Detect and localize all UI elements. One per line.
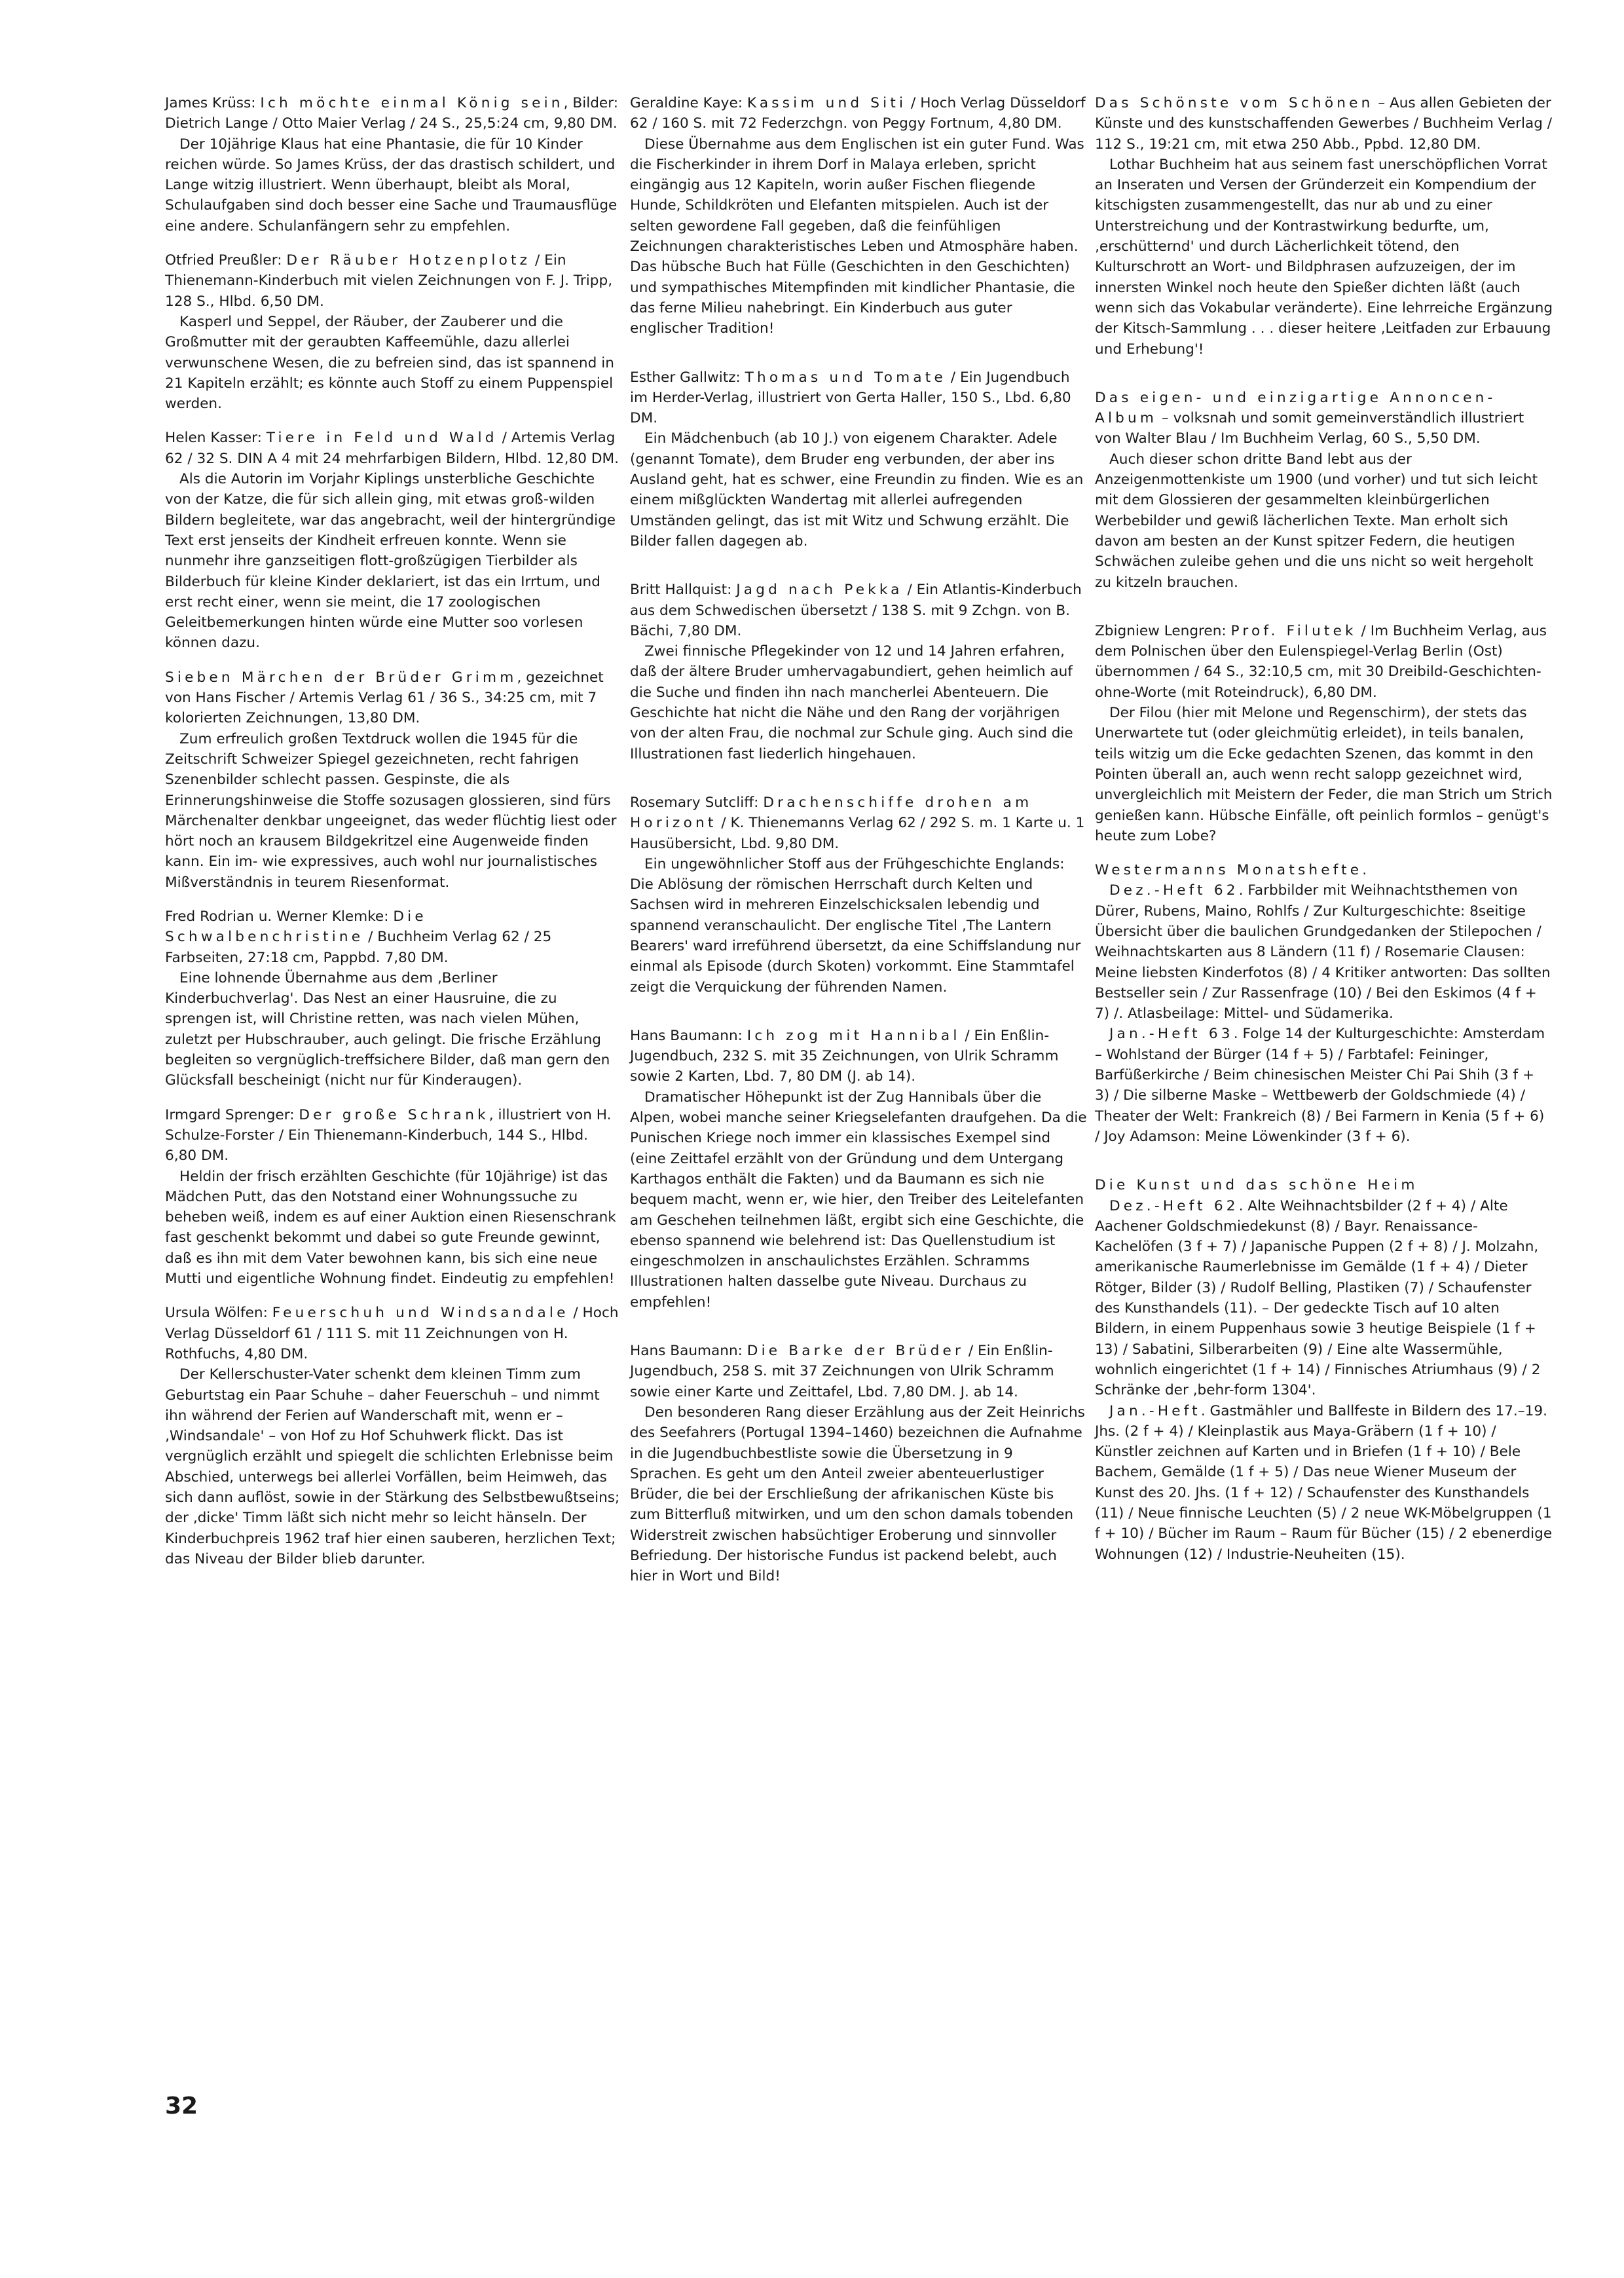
entry-heading bbox=[165, 428, 623, 469]
page-number: 32 bbox=[165, 2093, 198, 2119]
entry-heading bbox=[165, 1303, 623, 1364]
issue-label: Dez.-Heft 62 bbox=[1109, 1197, 1239, 1214]
review-entry bbox=[165, 428, 623, 653]
entry-body: Der 10jährige Klaus hat eine Phantasie, die für 10 Kinder reichen würde. So James Krüss, der das drastisch schildert, und Lange witzig illustriert. Wenn überhaupt, bleibt als Moral, Schulaufgaben sind doch besser eine Sache und Traumausflüge eine andere. Schulanfängern sehr zu empfehlen. bbox=[165, 136, 618, 234]
entry-publication: / Ein Atlantis-Kinderbuch aus dem Schwedischen übersetzt / 138 S. mit 9 Zchgn. von B. Bächi, 7,80 DM. bbox=[630, 582, 1082, 639]
issue-text: . Alte Weihnachtsbilder (2 f + 4) / Alte Aachener Goldschmiedekunst (8) / Bayr. Renaissance-Kachelöfen (3 f + 7) / Japanische Puppen (2 f + 8) / J. Molzahn, amerikanische Raumerlebnisse im Gemälde (1 f + 4) / Dieter Rötger, Bilder (3) / Rudolf Belling, Plastiken (7) / Schaufenster des Kunsthandels (11). – Der gedeckte Tisch auf 10 alten Bildern, in einem Puppenhaus sowie 3 heutige Beispiele (1 f + 13) / Sabatini, Silberarbeiten (9) / Eine alte Wassermühle, wohnlich eingerichtet (1 f + 14) / Finnisches Atriumhaus (9) / 2 Schränke der ‚behr-form 1304'. bbox=[1095, 1197, 1541, 1399]
entry-author: Irmgard Sprenger: bbox=[165, 1106, 299, 1123]
review-entry bbox=[165, 1303, 623, 1569]
entry-heading bbox=[630, 367, 1088, 429]
entry-heading bbox=[630, 1026, 1088, 1087]
entry-publication: / Ein Enßlin-Jugendbuch, 232 S. mit 35 Zeichnungen, von Ulrik Schramm sowie 2 Karten, Lbd. 7, 80 DM (J. ab 14). bbox=[630, 1027, 1059, 1085]
entry-publication: – volksnah und somit gemeinverständlich illustriert von Walter Blau / Im Buchheim Verlag, 60 S., 5,50 DM. bbox=[1095, 410, 1524, 447]
entry-title: Ich möchte einmal König sein bbox=[260, 95, 564, 111]
entry-title: Feuerschuh und Windsandale bbox=[272, 1305, 569, 1322]
entry-title: Kassim und Siti bbox=[747, 95, 907, 111]
review-entry bbox=[630, 1026, 1088, 1313]
entry-publication: / Ein Enßlin-Jugendbuch, 258 S. mit 37 Zeichnungen von Ulrik Schramm sowie einer Karte und Zeittafel, Lbd. 7,80 DM. J. ab 14. bbox=[630, 1343, 1054, 1400]
entry-publication: / Ein Jugendbuch im Herder-Verlag, illustriert von Gerta Haller, 150 S., Lbd. 6,80 DM. bbox=[630, 369, 1071, 427]
entry-author: Otfried Preußler: bbox=[165, 252, 287, 269]
entry-title: Die Kunst und das schöne Heim bbox=[1095, 1177, 1418, 1194]
review-entry bbox=[1095, 388, 1553, 593]
entry-heading bbox=[630, 1341, 1088, 1402]
issue-label: Dez.-Heft 62 bbox=[1109, 882, 1239, 899]
issue-text: . Folge 14 der Kulturgeschichte: Amsterdam – Wohlstand der Bürger (14 f + 5) / Farbtafel: Feininger, Barfüßerkirche / Beim chinesischen Meister Chi Pai Shih (3 f + 3) / Die silberne Maske – Wettbewerb der Goldschmiede (4) / Theater der Welt: Frankreich (8) / Bei Farmern in Kenia (5 f + 6) / Joy Adamson: Meine Löwenkinder (3 f + 6). bbox=[1095, 1026, 1545, 1145]
entry-title: Die Schwalbenchristine bbox=[165, 908, 427, 946]
entry-author: Britt Hallquist: bbox=[630, 582, 737, 599]
column-middle bbox=[630, 93, 1088, 1601]
entry-body: Als die Autorin im Vorjahr Kiplings unsterbliche Geschichte von der Katze, die für sich allein ging, mit etwas groß-wilden Bildern begleitete, war das angebracht, weil der hintergründige Text erst jenseits der Kindheit erfreuen konnte. Wenn sie nunmehr ihre ganzseitigen flott-großzügigen Tierbilder als Bilderbuch für kleine Kinder deklariert, ist das ein Irrtum, und erst recht einer, wenn sie meint, die 17 zoologischen Geleitbemerkungen hinten würde eine Mutter soo vorlesen können dazu. bbox=[165, 471, 616, 652]
entry-heading bbox=[165, 906, 623, 968]
entry-publication: / K. Thienemanns Verlag 62 / 292 S. m. 1 Karte u. 1 Hausübersicht, Lbd. 9,80 DM. bbox=[630, 815, 1085, 852]
entry-body: Diese Übernahme aus dem Englischen ist ein guter Fund. Was die Fischerkinder in ihrem Dorf in Malaya erleben, spricht eingängig aus 12 Kapiteln, worin außer Fischen fliegende Hunde, Schildkröten und Elefanten mitspielen. Auch ist der selten gewordene Fall gegeben, daß die feinfühligen Zeichnungen charakteristisches Leben und Atmosphäre haben. Das hübsche Buch hat Fülle (Geschichten in den Geschichten) und sympathisches Mitempfinden mit kindlicher Phantasie, die das ferne Milieu nahebringt. Ein Kinderbuch aus guter englischer Tradition! bbox=[630, 136, 1084, 337]
issue-contents bbox=[1095, 1196, 1553, 1401]
entry-publication: / Im Buchheim Verlag, aus dem Polnischen über den Eulenspiegel-Verlag Berlin (Ost) übernommen / 64 S., 32:10,5 cm, mit 30 Dreibild-Geschichten-ohne-Worte (mit Roteindruck), 6,80 DM. bbox=[1095, 622, 1547, 701]
entry-title: Sieben Märchen der Brüder Grimm bbox=[165, 669, 517, 686]
entry-body: Heldin der frisch erzählten Geschichte (für 10jährige) ist das Mädchen Putt, das den Notstand einer Wohnungssuche zu beheben weiß, indem es auf einer Auktion einen Riesenschrank fast geschenkt bekommt und dabei so gute Freunde gewinnt, daß es ihn mit dem Vater bewohnen kann, bis sich eine neue Mutti und eigentliche Wohnung findet. Eindeutig zu empfehlen! bbox=[165, 1168, 616, 1288]
review-entry bbox=[165, 93, 623, 236]
review-entry bbox=[630, 1341, 1088, 1587]
column-left bbox=[165, 93, 623, 1583]
issue-contents bbox=[1095, 1401, 1553, 1565]
entry-title: Thomas und Tomate bbox=[745, 369, 946, 386]
entry-publication: , illustriert von H. Schulze-Forster / Ein Thienemann-Kinderbuch, 144 S., Hlbd. 6,80 DM. bbox=[165, 1106, 612, 1165]
entry-heading bbox=[165, 93, 623, 134]
entry-body: Der Filou (hier mit Melone und Regenschirm), der stets das Unerwartete tut (oder gleichmütig erleidet), in teils banalen, teils witzig um die Ecke gedachten Szenen, das kommt in den Pointen überall an, auch wenn recht salopp gezeichnet wird, unvergleichlich mit Meistern der Feder, die man Strich um Strich genießen kann. Hübsche Einfälle, oft peinlich formlos – genügt's heute zum Lobe? bbox=[1095, 705, 1553, 844]
entry-publication: . bbox=[1362, 862, 1367, 879]
entry-heading bbox=[630, 580, 1088, 641]
review-entry bbox=[1095, 621, 1553, 846]
review-entry bbox=[1095, 860, 1553, 1147]
entry-heading bbox=[630, 93, 1088, 134]
entry-title: Der große Schrank bbox=[299, 1106, 489, 1123]
entry-body: Ein Mädchenbuch (ab 10 J.) von eigenem Charakter. Adele (genannt Tomate), dem Bruder eng verbunden, der aber ins Ausland geht, hat es schwer, eine Freundin zu finden. Wie es an einem mißglückten Wandertag mit allerlei aufregenden Umständen gelingt, das ist mit Witz und Schwung erzählt. Die Bilder fallen dagegen ab. bbox=[630, 430, 1084, 550]
entry-publication: / Ein Thienemann-Kinderbuch mit vielen Zeichnungen von F. J. Tripp, 128 S., Hlbd. 6,50 DM. bbox=[165, 252, 613, 310]
issue-contents bbox=[1095, 880, 1553, 1024]
entry-author: Helen Kasser: bbox=[165, 430, 267, 447]
entry-body: Eine lohnende Übernahme aus dem ‚Berliner Kinderbuchverlag'. Das Nest an einer Hausruine, die zu sprengen ist, will Christine retten, was nach vielen Mühen, zuletzt per Hubschrauber, auch gelingt. Die frische Erzählung begleiten so vergnüglich-treffsichere Bilder, daß man gern den Glücksfall bescheinigt (nicht nur für Kinderaugen). bbox=[165, 969, 610, 1089]
review-entry bbox=[630, 367, 1088, 552]
review-entry bbox=[630, 793, 1088, 998]
entry-publication: / Artemis Verlag 62 / 32 S. DIN A 4 mit 24 mehrfarbigen Bildern, Hlbd. 12,80 DM. bbox=[165, 430, 619, 467]
issue-label: Jan.-Heft bbox=[1109, 1402, 1201, 1419]
entry-heading bbox=[165, 667, 623, 729]
entry-title: Tiere in Feld und Wald bbox=[266, 430, 498, 447]
entry-body: Den besonderen Rang dieser Erzählung aus der Zeit Heinrichs des Seefahrers (Portugal 1394–1460) bezeichnen die Aufnahme in die Jugendbuchbestliste sowie die Übersetzung in 9 Sprachen. Es geht um den Anteil zweier abenteuerlustiger Brüder, die bei der Erschließung der afrikanischen Küste bis zum Bitterfluß mitwirken, und um den schon damals tobenden Widerstreit zwischen habsüchtiger Eroberung und sinnvoller Befriedung. Der historische Fundus ist packend belebt, auch hier in Wort und Bild! bbox=[630, 1404, 1085, 1585]
entry-title: Ich zog mit Hannibal bbox=[747, 1027, 961, 1044]
entry-publication: / Hoch Verlag Düsseldorf 61 / 111 S. mit 11 Zeichnungen von H. Rothfuchs, 4,80 DM. bbox=[165, 1305, 619, 1362]
entry-body: Zum erfreulich großen Textdruck wollen die 1945 für die Zeitschrift Schweizer Spiegel gezeichneten, recht fahrigen Szenenbilder schlecht passen. Gespinste, die als Erinnerungshinweise die Stoffe sozusagen glossieren, sind fürs Märchenalter denkbar ungeeignet, das weder flüchtig liest oder hört noch an krausem Bildgekritzel eine Augenweide finden kann. Ein im- wie expressives, auch wohl nur journalistisches Mißverständnis in teurem Riesenformat. bbox=[165, 730, 617, 891]
review-entry bbox=[165, 667, 623, 893]
entry-publication: – Aus allen Gebieten der Künste und des kunstschaffenden Gewerbes / Buchheim Verlag / 112 S., 19:21 cm, mit etwa 250 Abb., Ppbd. 12,80 DM. bbox=[1095, 95, 1553, 153]
issue-contents bbox=[1095, 1024, 1553, 1147]
entry-author: James Krüss: bbox=[165, 95, 261, 111]
review-entry bbox=[165, 1105, 623, 1290]
entry-author: Esther Gallwitz: bbox=[630, 369, 745, 386]
entry-body: Kasperl und Seppel, der Räuber, der Zauberer und die Großmutter mit der geraubten Kaffeemühle, dazu allerlei verwunschene Wesen, die zu befreien sind, das ist spannend in 21 Kapiteln erzählt; es könnte auch Stoff zu einem Puppenspiel werden. bbox=[165, 313, 614, 413]
entry-publication: , gezeichnet von Hans Fischer / Artemis Verlag 61 / 36 S., 34:25 cm, mit 7 kolorierten Zeichnungen, 13,80 DM. bbox=[165, 669, 604, 727]
entry-title: Jagd nach Pekka bbox=[736, 582, 903, 599]
entry-body: Lothar Buchheim hat aus seinem fast unerschöpflichen Vorrat an Inseraten und Versen der Gründerzeit ein Kompendium der kitschigsten zusammengestellt, das nur ab und zu einer Unterstreichung und der Kontrastwirkung bedurfte, um, ‚erschütternd' und durch Lächerlichkeit tötend, den Kulturschrott an Wort- und Bildphrasen aufzuzeigen, der im innersten Winkel noch heute den Spießer dichten läßt (auch wenn sich das Vokabular veränderte). Eine lehrreiche Ergänzung der Kitsch-Sammlung . . . dieser heitere ‚Leitfaden zur Erbauung und Erhebung'! bbox=[1095, 156, 1553, 358]
entry-title: Das eigen- und einzigartige Annoncen-Album bbox=[1095, 389, 1496, 427]
entry-publication: , Bilder: Dietrich Lange / Otto Maier Verlag / 24 S., 25,5:24 cm, 9,80 DM. bbox=[165, 95, 618, 132]
entry-heading bbox=[1095, 388, 1553, 449]
review-entry bbox=[1095, 93, 1553, 360]
issue-label: Jan.-Heft 63 bbox=[1109, 1026, 1234, 1043]
entry-heading bbox=[630, 793, 1088, 854]
entry-heading bbox=[1095, 860, 1553, 880]
entry-heading bbox=[1095, 1175, 1553, 1195]
entry-heading bbox=[165, 250, 623, 312]
entry-title: Der Räuber Hotzenplotz bbox=[286, 252, 531, 269]
issue-text: . Farbbilder mit Weihnachtsthemen von Dürer, Rubens, Maino, Rohlfs / Zur Kulturgeschichte: 8seitige Übersicht über die baulichen Grundgedanken der Stilepochen / Weihnachtskarten aus 8 Ländern (11 f) / Rosemarie Clausen: Meine liebsten Kinderfotos (8) / 4 Kritiker antworten: Das sollten Bestseller sein / Zur Rassenfrage (10) / Bei den Eskimos (4 f + 7) /. Atlasbeilage: Mittel- und Südamerika. bbox=[1095, 882, 1551, 1022]
entry-author: Hans Baumann: bbox=[630, 1343, 747, 1360]
entry-title: Westermanns Monatshefte bbox=[1095, 862, 1363, 879]
entry-body: Ein ungewöhnlicher Stoff aus der Frühgeschichte Englands: Die Ablösung der römischen Herrschaft durch Kelten und Sachsen wird in mehreren Einzelschicksalen lebendig und spannend veranschaulicht. Der englische Titel ‚The Lantern Bearers' ward irreführend übersetzt, da eine Schiffslandung nur einmal als Episode (durch Skoten) vorkommt. Eine Stammtafel zeigt die Verquickung der führenden Namen. bbox=[630, 855, 1081, 996]
review-entry bbox=[165, 906, 623, 1091]
review-entry bbox=[165, 250, 623, 414]
entry-title: Prof. Filutek bbox=[1230, 622, 1357, 639]
review-entry bbox=[630, 93, 1088, 339]
entry-heading bbox=[165, 1105, 623, 1167]
entry-author: Ursula Wölfen: bbox=[165, 1305, 272, 1322]
entry-body: Auch dieser schon dritte Band lebt aus der Anzeigenmottenkiste um 1900 (und vorher) und tut sich leicht mit dem Glossieren der gesammelten kleinbürgerlichen Werbebilder und gewiß lächerlichen Texte. Man erholt sich davon am besten an der Kunst spitzer Federn, die heutigen Schwächen zuleibe gehen und die uns nicht so weit hergeholt zu kitzeln brauchen. bbox=[1095, 451, 1538, 591]
entry-title: Das Schönste vom Schönen bbox=[1095, 95, 1374, 111]
entry-author: Geraldine Kaye: bbox=[630, 95, 747, 111]
review-entry bbox=[630, 580, 1088, 764]
entry-body: Zwei finnische Pflegekinder von 12 und 14 Jahren erfahren, daß der ältere Bruder umhervagabundiert, gehen heimlich auf die Suche und finden ihn nach mancherlei Abenteuern. Die Geschichte hat nicht die Nähe und den Rang der vorjährigen von der alten Frau, die nochmal zur Schule ging. Auch sind die Illustrationen fast liederlich hingehauen. bbox=[630, 643, 1073, 762]
entry-author: Hans Baumann: bbox=[630, 1027, 747, 1044]
entry-heading bbox=[1095, 621, 1553, 703]
entry-publication: / Buchheim Verlag 62 / 25 Farbseiten, 27:18 cm, Pappbd. 7,80 DM. bbox=[165, 929, 552, 966]
entry-title: Drachenschiffe drohen am Horizont bbox=[630, 794, 1033, 832]
review-entry bbox=[1095, 1175, 1553, 1565]
entry-heading bbox=[1095, 93, 1553, 155]
entry-author: Fred Rodrian u. Werner Klemke: bbox=[165, 908, 394, 925]
entry-title: Die Barke der Brüder bbox=[747, 1343, 965, 1360]
entry-body: Dramatischer Höhepunkt ist der Zug Hannibals über die Alpen, wobei manche seiner Kriegselefanten draufgehen. Da die Punischen Kriege noch immer ein klassisches Exempel sind (eine Zeittafel erzählt von der Gründung und dem Untergang Karthagos enthält die Fakten) und da Baumann es sich nie bequem macht, wenn er, wie hier, den Treiber des Leitelefanten am Geschehen teilnehmen läßt, ergibt sich eine Geschichte, die ebenso spannend wie belehrend ist: Das Quellenstudium ist eingeschmolzen in anschaulichstes Erzählen. Schramms Illustrationen halten dasselbe gute Niveau. Durchaus zu empfehlen! bbox=[630, 1089, 1087, 1311]
entry-publication: / Hoch Verlag Düsseldorf 62 / 160 S. mit 72 Federzchgn. von Peggy Fortnum, 4,80 DM. bbox=[630, 95, 1086, 132]
column-right bbox=[1095, 93, 1553, 1578]
entry-author: Rosemary Sutcliff: bbox=[630, 794, 764, 811]
issue-text: . Gastmähler und Ballfeste in Bildern des 17.–19. Jhs. (2 f + 4) / Kleinplastik aus Maya-Gräbern (1 f + 10) / Künstler zeichnen auf Karten und in Briefen (1 f + 10) / Bele Bachem, Gemälde (1 f + 5) / Das neue Wiener Museum der Kunst des 20. Jhs. (1 f + 12) / Schaufenster des Kunsthandels (11) / Neue finnische Leuchten (5) / 2 neue WK-Möbelgruppen (1 f + 10) / Bücher im Raum – Raum für Bücher (15) / 2 ebenerdige Wohnungen (12) / Industrie-Neuheiten (15). bbox=[1095, 1402, 1553, 1563]
entry-body: Der Kellerschuster-Vater schenkt dem kleinen Timm zum Geburtstag ein Paar Schuhe – daher Feuerschuh – und nimmt ihn während der Ferien auf Wanderschaft mit, wenn er – ‚Windsandale' – von Hof zu Hof Schuhwerk flickt. Das ist vergnüglich erzählt und spiegelt die schlichten Erlebnisse beim Abschied, unterwegs bei allerlei Vorfällen, beim Heimweh, das sich dann auflöst, sowie in der Stärkung des Selbstbewußtseins; der ‚dicke' Timm läßt sich nicht mehr so leicht hänseln. Der Kinderbuchpreis 1962 traf hier einen sauberen, herzlichen Text; das Niveau der Bilder blieb darunter. bbox=[165, 1366, 620, 1567]
entry-author: Zbigniew Lengren: bbox=[1095, 622, 1231, 639]
